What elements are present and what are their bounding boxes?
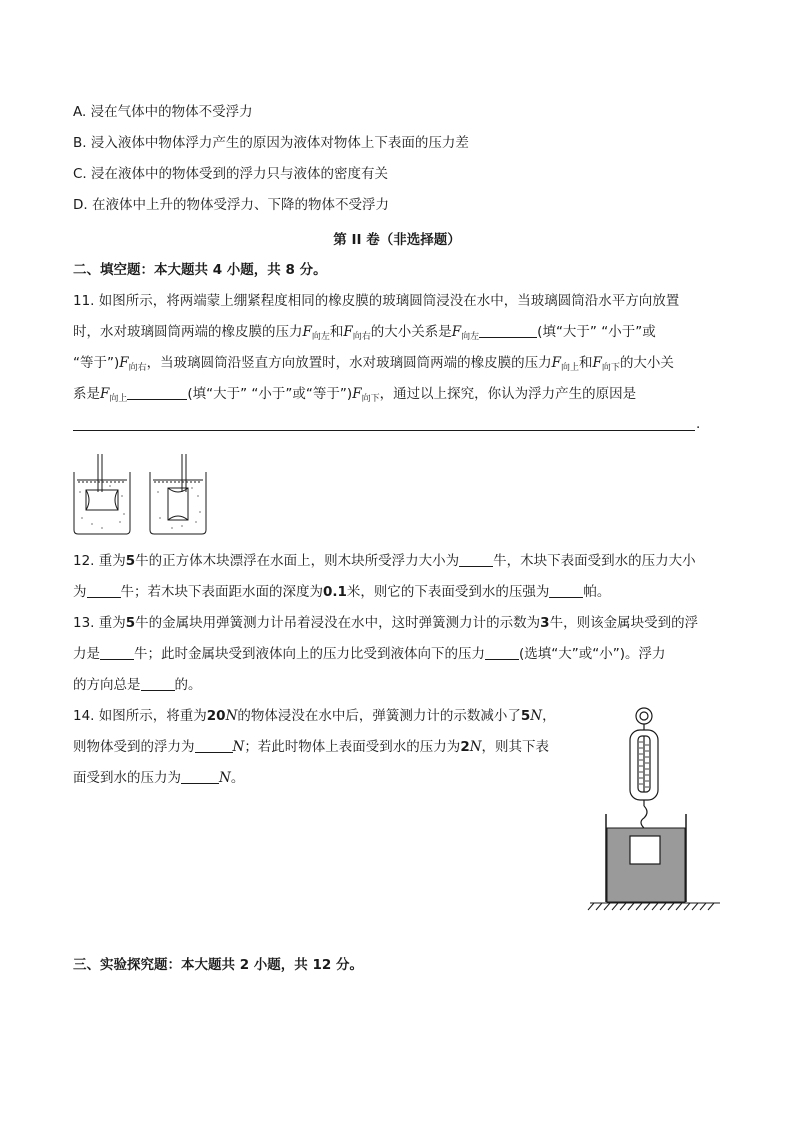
q11-line-4: 系是$F_{向上}$ (填“大于” “小于”或“等于$”)F_{向下}$，通过以上探究，你认为浮力产生的原因是 (73, 386, 637, 404)
section2-header: 二、填空题：本大题共 4 小题，共 8 分。 (73, 262, 327, 278)
q11-line-1: 11. 如图所示，将两端蒙上绷紧程度相同的橡皮膜的玻璃圆筒浸没在水中，当玻璃圆筒沿水平方向放置 (73, 293, 680, 309)
q13-blank-1[interactable] (100, 645, 134, 660)
q12-line-2: 为 牛；若木块下表面距水面的深度为0.1米，则它的下表面受到水的压强为 帕。 (73, 584, 611, 600)
section2-title: 第 II 卷（非选择题） (333, 232, 461, 248)
q12-blank-1[interactable] (459, 552, 493, 567)
q13-blank-2[interactable] (485, 645, 519, 660)
q11-period: . (696, 416, 701, 432)
q13-line-2: 力是 牛；此时金属块受到液体向上的压力比受到液体向下的压力 (选填“大”或“小”)。浮力 (73, 646, 666, 662)
q11-line-2: 时，水对玻璃圆筒两端的橡皮膜的压力$F_{向左}$和$F_{向右}$的大小关系是$F_{向左}$ (填“大于” “小于”或 (73, 324, 656, 342)
q14-blank-2[interactable] (181, 769, 219, 784)
q11-line-3: “等于$”)F_{向右}$，当玻璃圆筒沿竖直方向放置时，水对玻璃圆筒两端的橡皮膜的压力$F_{向上}$和$F_{向下}$的大小关 (73, 355, 674, 373)
q13-line-3: 的方向总是 的。 (73, 677, 202, 693)
q12-blank-2[interactable] (87, 583, 121, 598)
option-d: D. 在液体中上升的物体受浮力、下降的物体不受浮力 (73, 197, 389, 213)
q13-line-1: 13. 重为5牛的金属块用弹簧测力计吊着浸没在水中，这时弹簧测力计的示数为3牛，则该金属块受到的浮 (73, 615, 699, 631)
block-icon (630, 836, 660, 864)
q14-blank-1[interactable] (195, 738, 233, 753)
option-b: B. 浸入液体中物体浮力产生的原因为液体对物体上下表面的压力差 (73, 135, 469, 151)
q11-blank-2[interactable] (127, 385, 187, 400)
horizontal-cylinder-icon (86, 490, 118, 510)
q14-figure (586, 706, 722, 914)
option-c: C. 浸在液体中的物体受到的浮力只与液体的密度有关 (73, 166, 389, 182)
q14-line-1: 14. 如图所示，将重为20N的物体浸没在水中后，弹簧测力计的示数减小了5N， (73, 708, 556, 724)
q14-line-2: 则物体受到的浮力为 N；若此时物体上表面受到水的压力为2N，则其下表 (73, 739, 550, 755)
option-a: A. 浸在气体中的物体不受浮力 (73, 104, 253, 120)
q13-blank-3[interactable] (141, 676, 175, 691)
hook-icon (641, 806, 647, 828)
scale-ring-icon (636, 708, 652, 724)
vertical-cylinder-icon (168, 488, 188, 520)
q14-line-3: 面受到水的压力为 N。 (73, 770, 245, 786)
section3-header: 三、实验探究题：本大题共 2 小题，共 12 分。 (73, 957, 363, 973)
q11-blank-1[interactable] (479, 323, 537, 338)
q12-blank-3[interactable] (549, 583, 583, 598)
q12-line-1: 12. 重为5牛的正方体木块漂浮在水面上，则木块所受浮力大小为 牛，木块下表面受到水的压力大小 (73, 553, 696, 569)
q11-figure (72, 452, 212, 536)
q11-answer-line[interactable] (73, 430, 695, 431)
beaker-right-icon (150, 472, 206, 534)
